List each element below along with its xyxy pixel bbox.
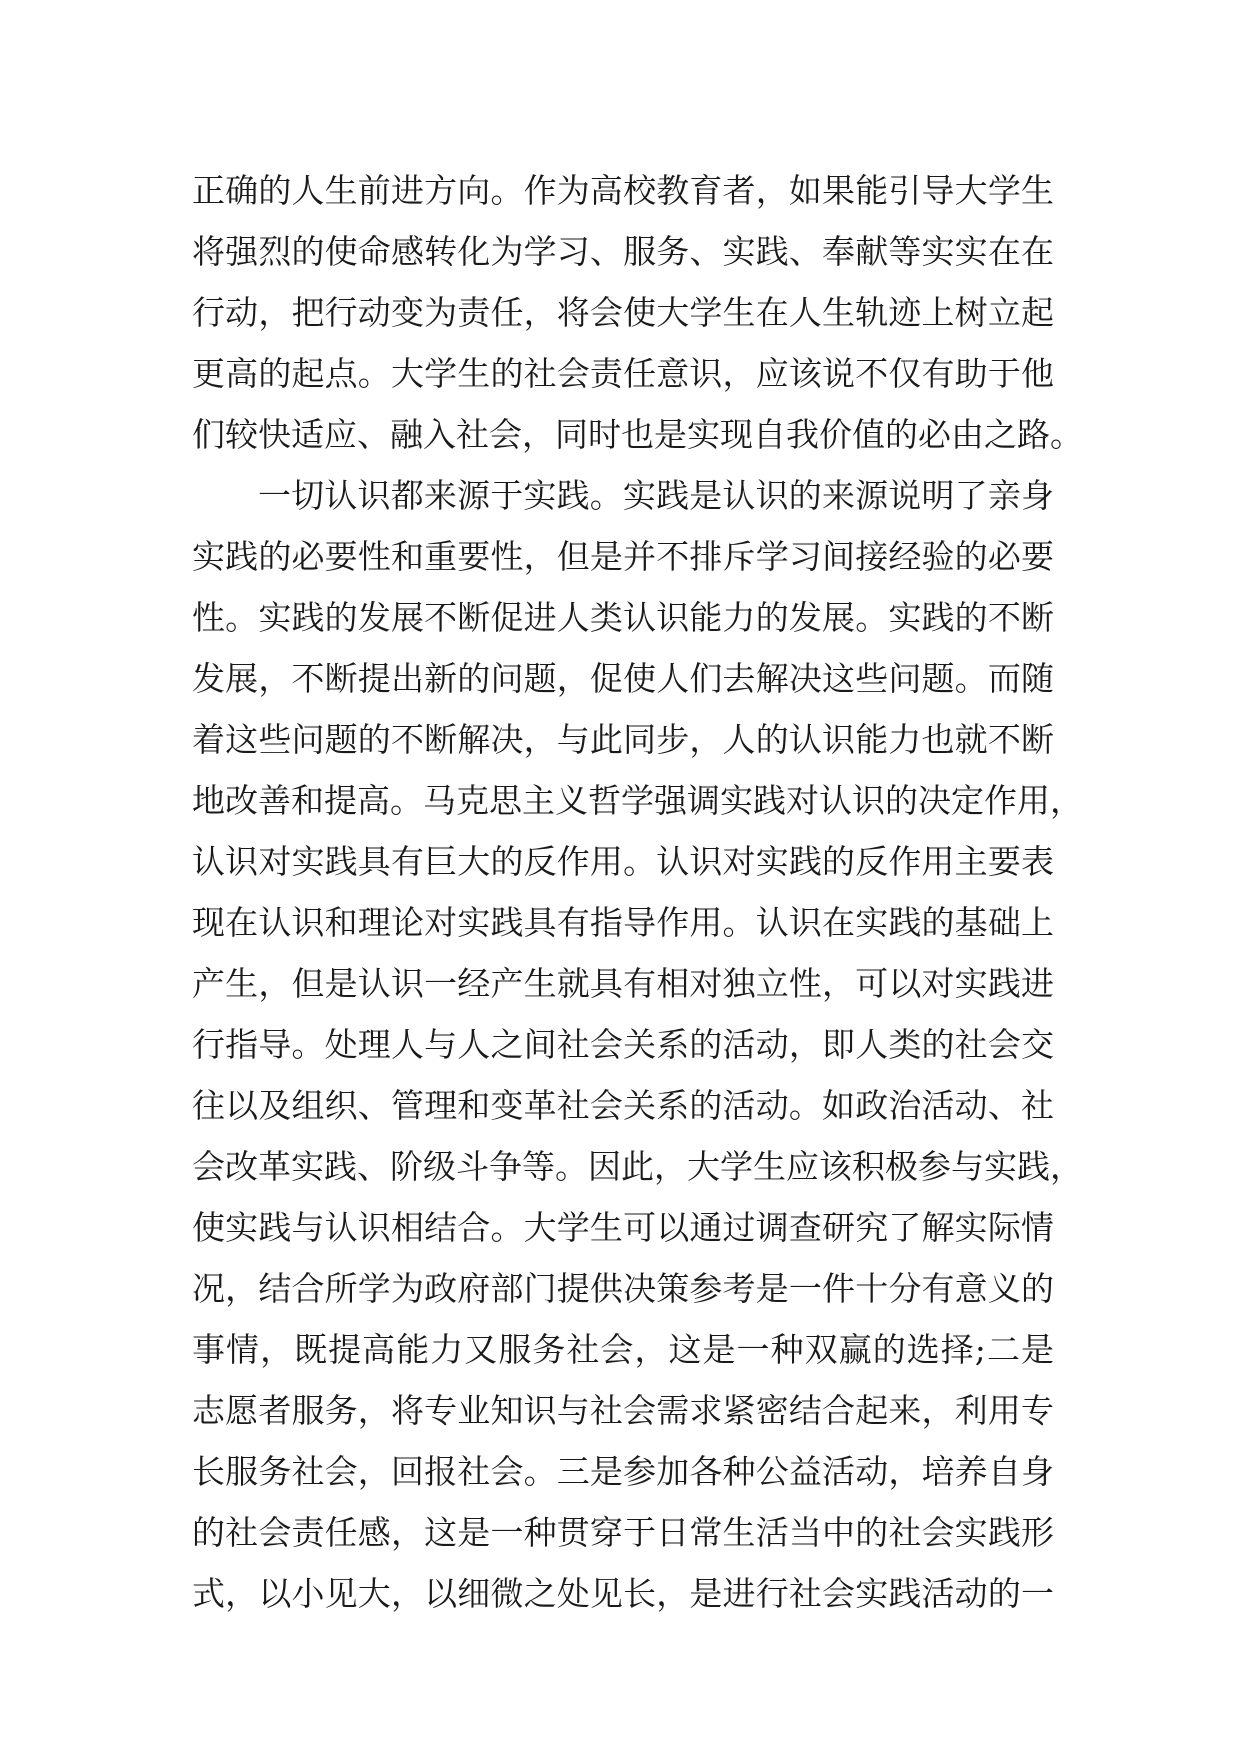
text-line: 行动，把行动变为责任，将会使大学生在人生轨迹上树立起 (192, 293, 1054, 332)
text-line: 性。实践的发展不断促进人类认识能力的发展。实践的不断 (192, 598, 1054, 637)
text-line: 着这些问题的不断解决，与此同步，人的认识能力也就不断 (192, 720, 1054, 759)
text-line: 长服务社会，回报社会。三是参加各种公益活动，培养自身 (192, 1452, 1054, 1491)
paragraph-first-line: 一切认识都来源于实践。实践是认识的来源说明了亲身 (258, 476, 1054, 515)
text-line: 正确的人生前进方向。作为高校教育者，如果能引导大学生 (192, 171, 1054, 210)
text-line: 实践的必要性和重要性，但是并不排斥学习间接经验的必要 (192, 537, 1054, 576)
body-text (192, 160, 1083, 1624)
text-line: 们较快适应、融入社会，同时也是实现自我价值的必由之路。 (192, 415, 1083, 454)
text-line: 往以及组织、管理和变革社会关系的活动。如政治活动、社 (192, 1086, 1054, 1125)
text-line: 的社会责任感，这是一种贯穿于日常生活当中的社会实践形 (192, 1513, 1054, 1552)
text-line: 发展，不断提出新的问题，促使人们去解决这些问题。而随 (192, 659, 1054, 698)
text-line: 志愿者服务，将专业知识与社会需求紧密结合起来，利用专 (192, 1391, 1054, 1430)
text-line: 行指导。处理人与人之间社会关系的活动，即人类的社会交 (192, 1025, 1054, 1064)
text-line: 地改善和提高。马克思主义哲学强调实践对认识的决定作用， (192, 781, 1083, 820)
text-line: 更高的起点。大学生的社会责任意识，应该说不仅有助于他 (192, 354, 1054, 393)
text-line: 现在认识和理论对实践具有指导作用。认识在实践的基础上 (192, 903, 1054, 942)
text-line: 使实践与认识相结合。大学生可以通过调查研究了解实际情 (192, 1208, 1054, 1247)
text-line: 会改革实践、阶级斗争等。因此，大学生应该积极参与实践， (192, 1147, 1083, 1186)
text-line: 产生，但是认识一经产生就具有相对独立性，可以对实践进 (192, 964, 1054, 1003)
text-line: 式，以小见大，以细微之处见长，是进行社会实践活动的一 (192, 1574, 1054, 1613)
text-line: 将强烈的使命感转化为学习、服务、实践、奉献等实实在在 (192, 232, 1054, 271)
text-line: 事情，既提高能力又服务社会，这是一种双赢的选择;二是 (192, 1330, 1054, 1369)
text-line: 况，结合所学为政府部门提供决策参考是一件十分有意义的 (192, 1269, 1054, 1308)
text-line: 认识对实践具有巨大的反作用。认识对实践的反作用主要表 (192, 842, 1054, 881)
